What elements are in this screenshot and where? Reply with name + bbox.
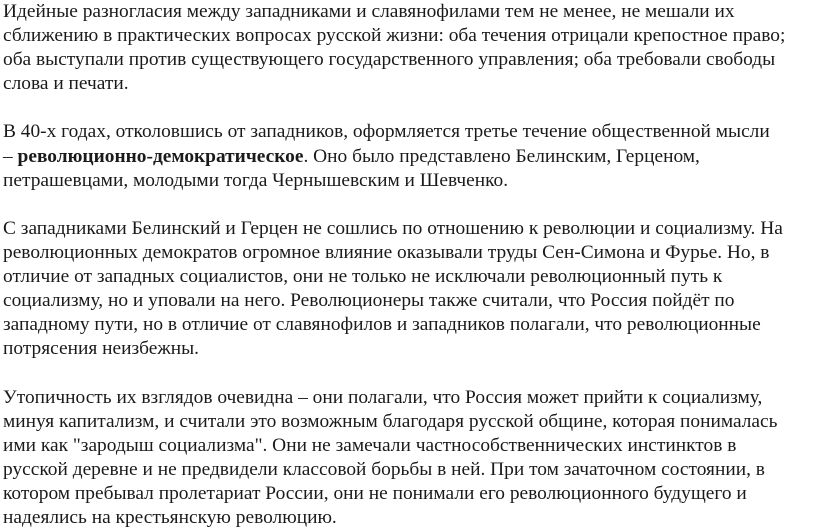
paragraph-1 [3, 0, 813, 96]
dash-prefix: – [3, 146, 18, 167]
text-line: потрясения неизбежны. [3, 337, 813, 361]
document-body [3, 0, 813, 530]
text-line: петрашевцами, молодыми тогда Чернышевским и Шевченко. [3, 169, 813, 193]
text-line: надеялись на крестьянскую революцию. [3, 506, 813, 530]
paragraph-4 [3, 386, 813, 530]
text-line: котором пребывал пролетариат России, они не понимали его революционного будущего и [3, 482, 813, 506]
text-line: ими как "зародыш социализма". Они не замечали частнособственнических инстинктов в [3, 434, 813, 458]
text-line: революционных демократов огромное влияние оказывали труды Сен-Симона и Фурье. Но, в [3, 241, 813, 265]
text-line: С западниками Белинский и Герцен не сошлись по отношению к революции и социализму. На [3, 217, 813, 241]
text-line: оба выступали против существующего государственного управления; оба требовали свободы [3, 48, 813, 72]
paragraph-3 [3, 217, 813, 362]
text-line: сближению в практических вопросах русской жизни: оба течения отрицали крепостное право; [3, 24, 813, 48]
text-line: Утопичность их взглядов очевидна – они полагали, что Россия может прийти к социализму, [3, 386, 813, 410]
text-line: западному пути, но в отличие от славянофилов и западников полагали, что революционные [3, 313, 813, 337]
text-line: отличие от западных социалистов, они не только не исключали революционный путь к [3, 265, 813, 289]
text-line: Идейные разногласия между западниками и славянофилами тем не менее, не мешали их [3, 0, 813, 24]
emphasized-term: революционно-демократическое [18, 146, 304, 167]
text-line-with-emphasis [3, 145, 813, 169]
line-suffix: . Оно было представлено Белинским, Герценом, [303, 146, 699, 167]
text-line: социализму, но и уповали на него. Революционеры также считали, что Россия пойдёт по [3, 289, 813, 313]
text-line: минуя капитализм, и считали это возможным благодаря русской общине, которая понималась [3, 410, 813, 434]
text-line: русской деревне и не предвидели классовой борьбы в ней. При том зачаточном состоянии, в [3, 458, 813, 482]
text-line: слова и печати. [3, 72, 813, 96]
paragraph-2 [3, 120, 813, 192]
text-line: В 40-х годах, отколовшись от западников, оформляется третье течение общественной мысли [3, 120, 813, 144]
